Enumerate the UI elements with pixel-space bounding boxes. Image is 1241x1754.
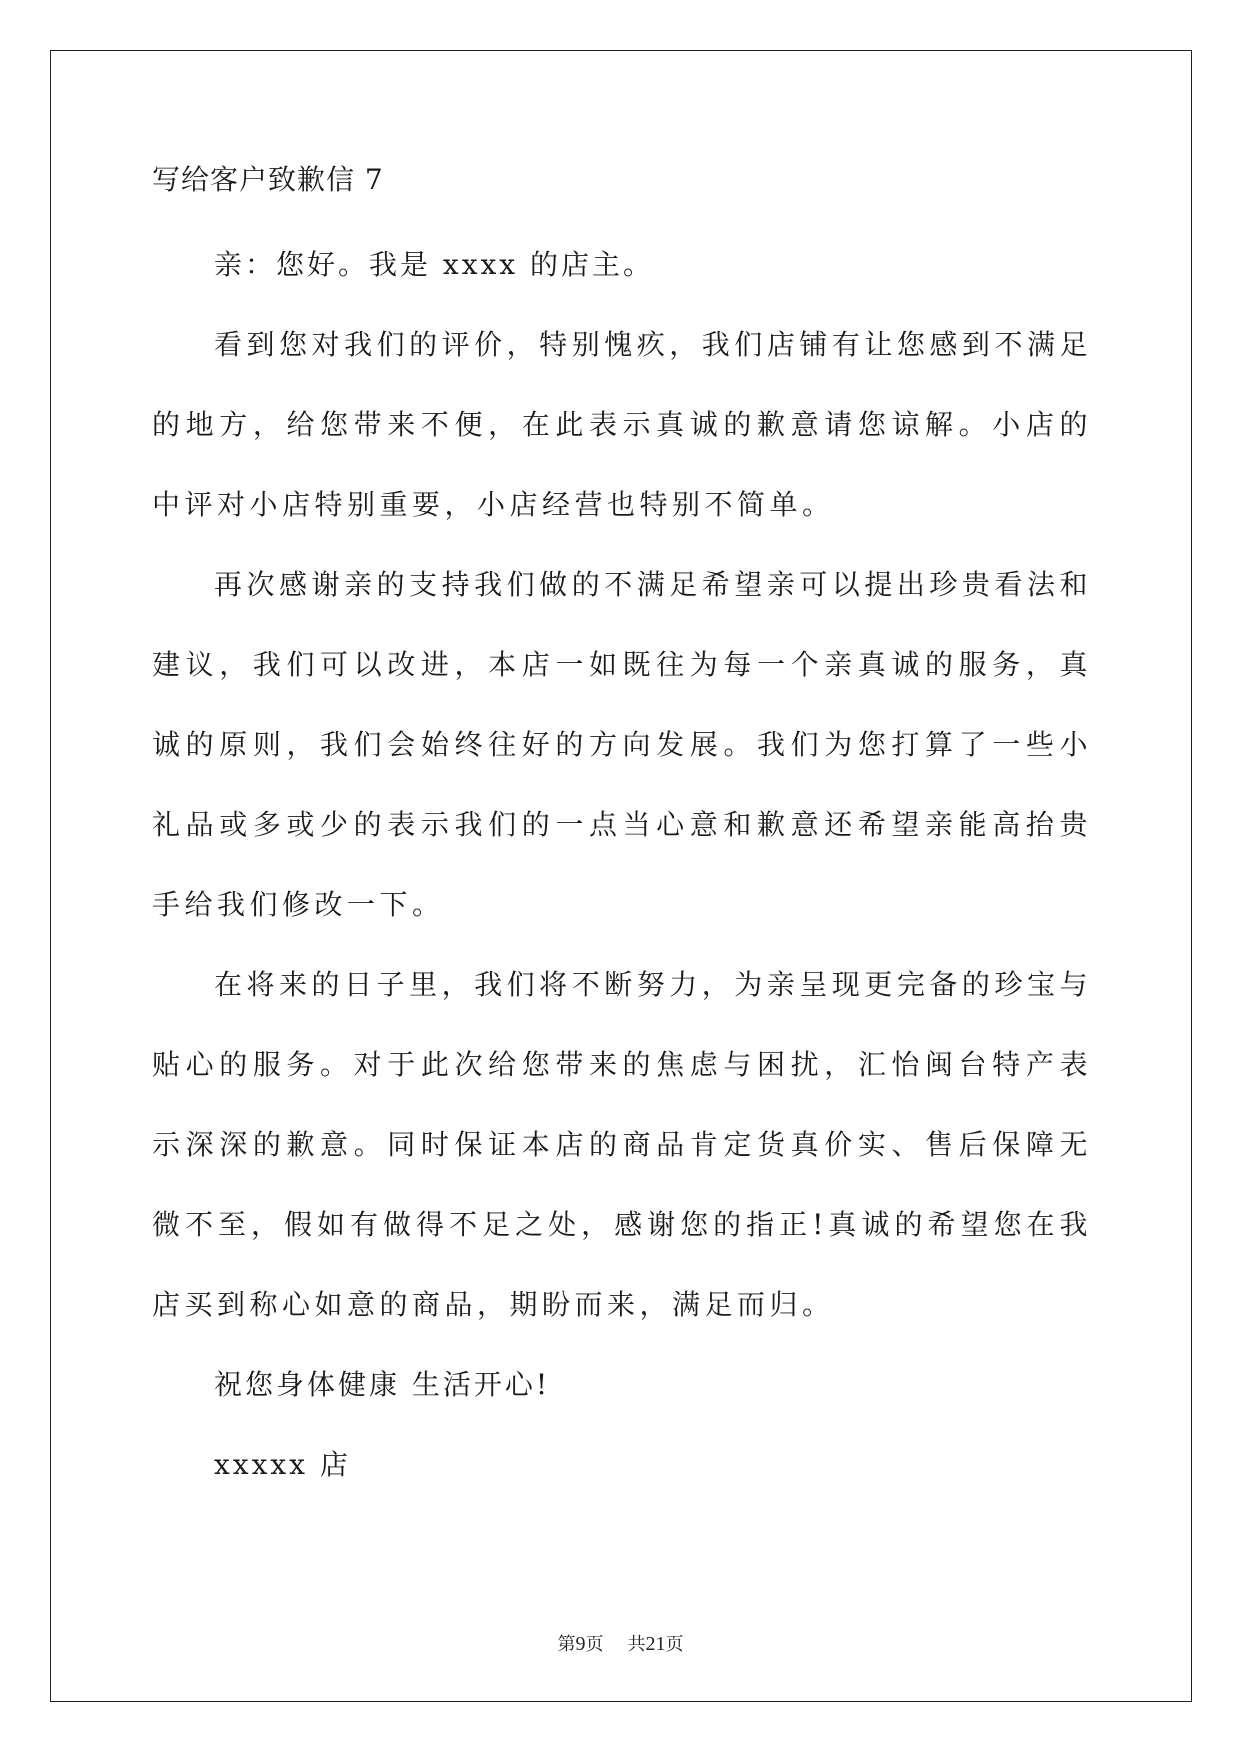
body-paragraph-2: 再次感谢亲的支持我们做的不满足希望亲可以提出珍贵看法和建议，我们可以改进，本店一如既往为每一个亲真诚的服务，真诚的原则，我们会始终往好的方向发展。我们为您打算了一些小礼品或多或少的表示我们的一点当心意和歉意还希望亲能高抬贵手给我们修改一下。 [152,568,1092,921]
page-number: 9 [575,1633,586,1655]
letter-title: 写给客户致歉信 7 [152,163,384,196]
signature: xxxxx 店 [214,1448,351,1481]
letter-body [152,160,1092,1505]
total-suffix: 页 [665,1634,684,1655]
greeting-paragraph: 亲：您好。我是 xxxx 的店主。 [214,248,654,281]
page-footer [0,1632,1241,1657]
body-paragraph-3: 在将来的日子里，我们将不断努力，为亲呈现更完备的珍宝与贴心的服务。对于此次给您带来的焦虑与困扰，汇怡闽台特产表示深深的歉意。同时保证本店的商品肯定货真价实、售后保障无微不至，假如有做得不足之处，感谢您的指正!真诚的希望您在我店买到称心如意的商品，期盼而来，满足而归。 [152,968,1092,1321]
page-suffix: 页 [585,1634,604,1655]
total-prefix: 共 [627,1634,646,1655]
body-paragraph-1: 看到您对我们的评价，特别愧疚，我们店铺有让您感到不满足的地方，给您带来不便，在此表示真诚的歉意请您谅解。小店的中评对小店特别重要，小店经营也特别不简单。 [152,328,1092,521]
total-pages: 21 [645,1633,666,1655]
page-prefix: 第 [557,1634,576,1655]
closing-wishes: 祝您身体健康 生活开心! [214,1368,551,1401]
